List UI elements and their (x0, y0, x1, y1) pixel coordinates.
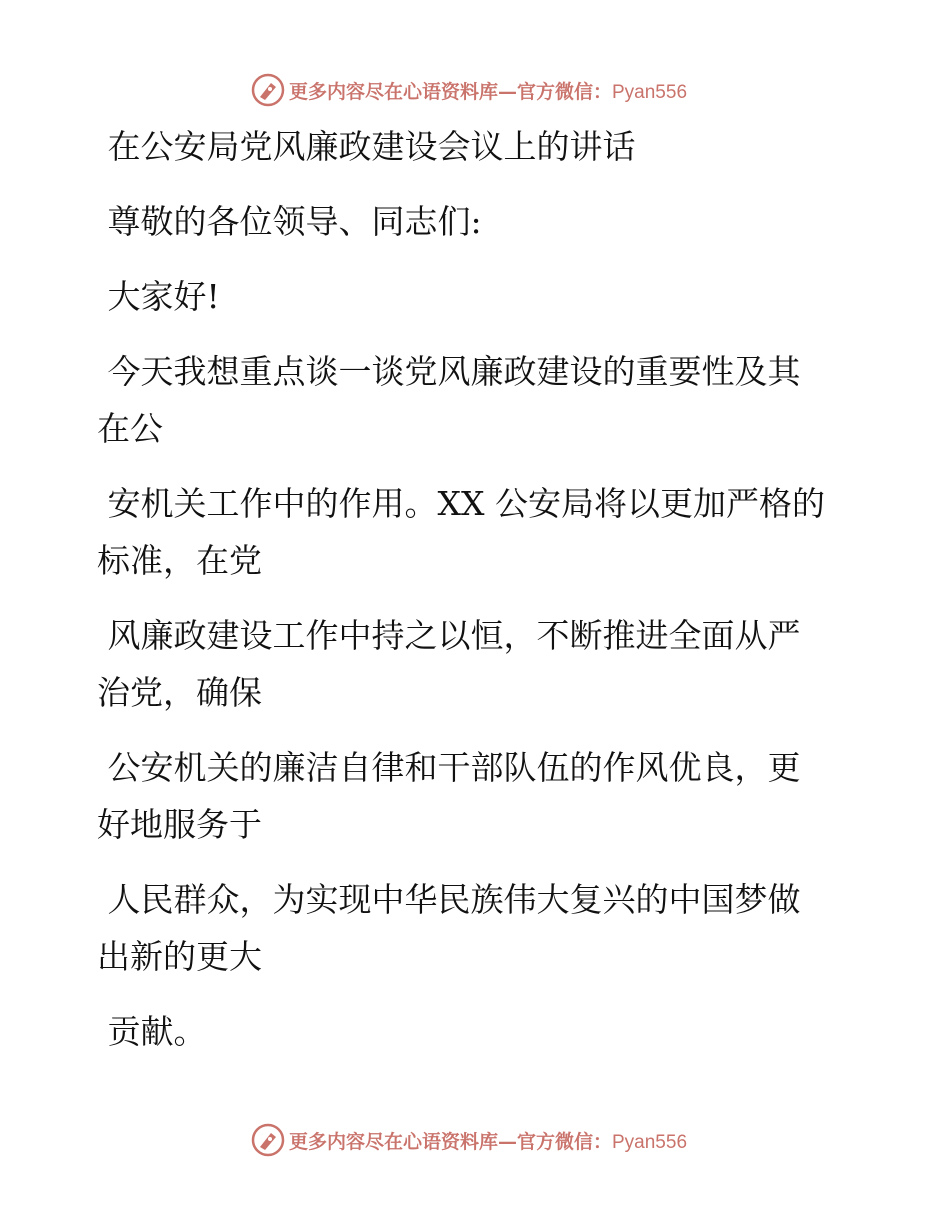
pen-nib-logo-icon (251, 1123, 285, 1157)
footer-banner-id: Pyan556 (612, 1131, 688, 1153)
paragraph-line: 安机关工作中的作用。XX 公安局将以更加严格的 (97, 484, 825, 523)
footer-banner-inner (251, 1123, 687, 1157)
paragraph-line: 贡献。 (97, 1012, 207, 1051)
pen-nib-logo-icon (251, 73, 285, 107)
paragraph-line: 风廉政建设工作中持之以恒，不断推进全面从严 (97, 616, 801, 655)
document-title: 在公安局党风廉政建设会议上的讲话 (97, 127, 636, 166)
header-banner-id: Pyan556 (612, 81, 688, 103)
header-banner-inner (251, 73, 687, 107)
paragraph-line: 标准，在党 (97, 541, 262, 580)
paragraph-line: 出新的更大 (97, 937, 262, 976)
paragraph-line: 今天我想重点谈一谈党风廉政建设的重要性及其 (97, 352, 801, 391)
paragraph-line: 人民群众，为实现中华民族伟大复兴的中国梦做 (97, 880, 801, 919)
header-banner-text: 更多内容尽在心语资料库—官方微信：Pyan556 (288, 80, 688, 103)
paragraph-line: 在公 (97, 409, 163, 448)
greeting: 大家好! (97, 277, 220, 316)
paragraph-line: 治党，确保 (97, 673, 262, 712)
salutation: 尊敬的各位领导、同志们: (97, 202, 482, 241)
footer-banner-text: 更多内容尽在心语资料库—官方微信：Pyan556 (288, 1130, 688, 1153)
header-banner (0, 70, 950, 110)
document-body (97, 118, 857, 1060)
footer-banner (0, 1120, 950, 1160)
paragraph-line: 好地服务于 (97, 805, 262, 844)
paragraph-line: 公安机关的廉洁自律和干部队伍的作风优良，更 (97, 748, 801, 787)
